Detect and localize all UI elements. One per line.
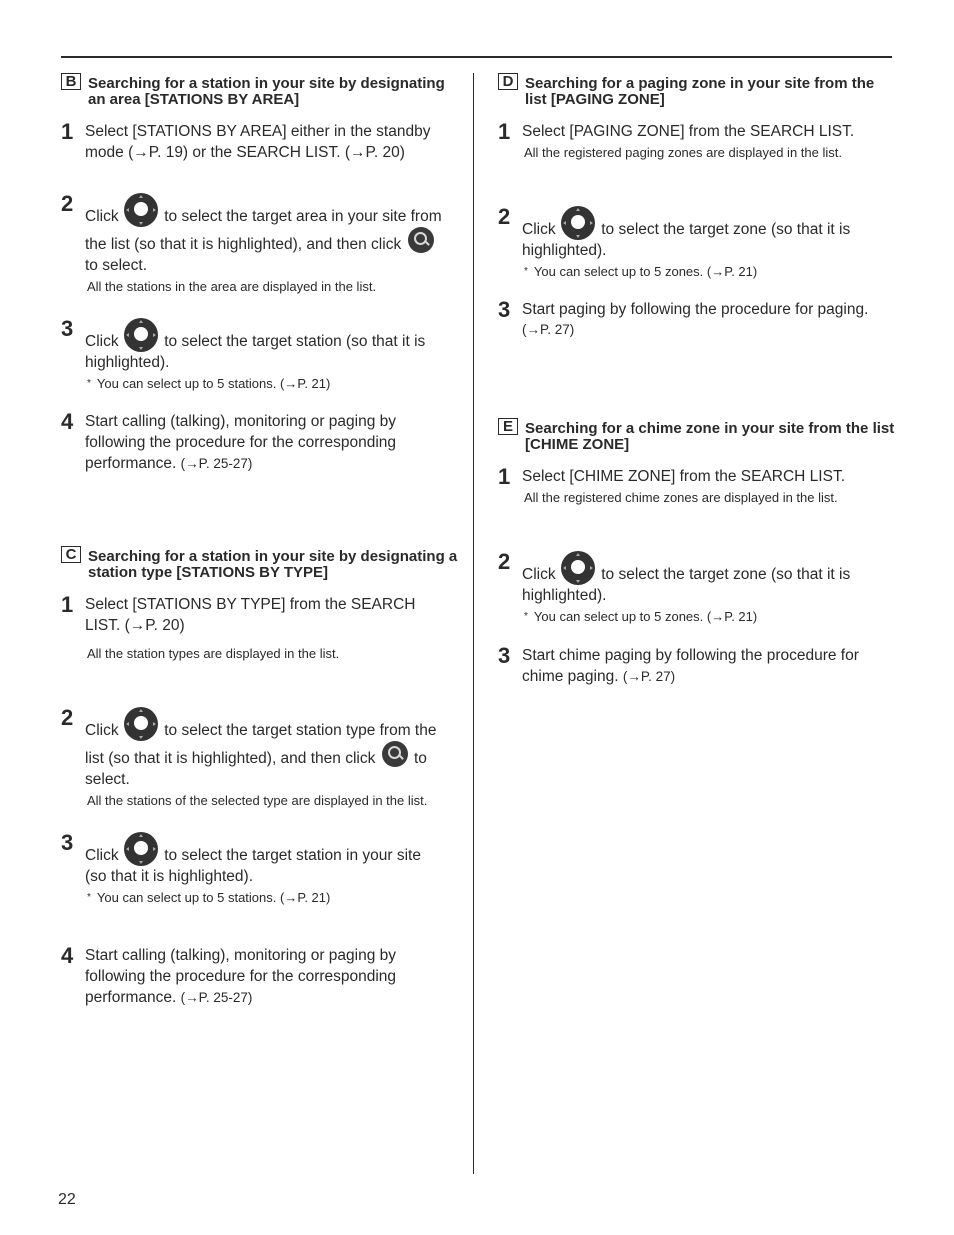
section-c-title: Searching for a station in your site by designating a station type [STATIONS BY TYPE]: [88, 548, 458, 581]
page-reference: (→P. 27): [522, 322, 575, 337]
step-number: 1: [498, 119, 511, 144]
step-text: to select the target zone (so that it is highlighted).: [522, 566, 851, 604]
selector-dial-icon: [124, 707, 158, 741]
selector-dial-icon: [124, 832, 158, 866]
section-b-letter: B: [61, 73, 81, 90]
step-note: All the stations of the selected type are displayed in the list.: [87, 793, 428, 808]
step-text: to select the target station in your site (so that it is highlighted).: [85, 847, 421, 885]
selector-dial-icon: [561, 206, 595, 240]
step-text: Start paging by following the procedure for paging.: [522, 301, 869, 318]
step-text-click: Click: [85, 847, 119, 864]
asterisk: *: [524, 611, 528, 622]
asterisk: *: [87, 378, 91, 389]
step-text-click: Click: [85, 333, 119, 350]
step-number: 2: [61, 705, 74, 730]
step-number: 2: [61, 191, 74, 216]
page-reference: (→P. 25-27): [180, 990, 253, 1005]
step-text: to select.: [85, 750, 427, 788]
step-number: 3: [61, 316, 74, 341]
step-text: Select [CHIME ZONE] from the SEARCH LIST.: [522, 468, 845, 485]
step-text: Select [STATIONS BY TYPE] from the SEARCH LIST. (→P. 20): [85, 596, 416, 634]
step-text: Start calling (talking), monitoring or paging by following the procedure for the corresponding performance.: [85, 413, 397, 472]
step-note: You can select up to 5 zones. (→P. 21): [533, 609, 758, 624]
step-text: to select the target station type from the list (so that it is highlighted), and then click: [85, 722, 437, 767]
step-text: Select [STATIONS BY AREA] either in the standby mode (→P. 19) or the SEARCH LIST. (→P. 20): [85, 123, 431, 161]
step-number: 1: [498, 464, 511, 489]
step-number: 2: [498, 549, 511, 574]
step-number: 4: [61, 943, 74, 968]
page-number: 22: [58, 1191, 76, 1208]
section-d-letter: D: [498, 73, 518, 90]
step-note: All the stations in the area are displayed in the list.: [87, 279, 377, 294]
step-text-click: Click: [85, 208, 119, 225]
step-text: to select the target zone (so that it is highlighted).: [522, 221, 851, 259]
step-text-click: Click: [522, 566, 556, 583]
asterisk: *: [87, 892, 91, 903]
step-text: to select.: [85, 257, 148, 274]
step-note: All the registered chime zones are displayed in the list.: [524, 490, 838, 505]
page-reference: (→P. 25-27): [180, 456, 253, 471]
step-number: 1: [61, 592, 74, 617]
step-number: 4: [61, 409, 74, 434]
search-button-icon: [382, 741, 408, 767]
asterisk: *: [524, 266, 528, 277]
step-text: Start calling (talking), monitoring or paging by following the procedure for the corresponding performance.: [85, 947, 397, 1006]
step-note: You can select up to 5 zones. (→P. 21): [533, 264, 758, 279]
step-number: 3: [498, 297, 511, 322]
step-text: to select the target station (so that it is highlighted).: [85, 333, 426, 371]
step-text: to select the target area in your site from the list (so that it is highlighted), and then click: [85, 208, 442, 253]
step-number: 3: [61, 830, 74, 855]
section-b-title: Searching for a station in your site by designating an area [STATIONS BY AREA]: [88, 75, 445, 108]
step-text-click: Click: [85, 722, 119, 739]
section-e-title: Searching for a chime zone in your site from the list [CHIME ZONE]: [525, 420, 895, 453]
selector-dial-icon: [561, 551, 595, 585]
section-d-title: Searching for a paging zone in your site from the list [PAGING ZONE]: [525, 75, 875, 108]
page-reference: (→P. 27): [622, 669, 676, 684]
step-text: Select [PAGING ZONE] from the SEARCH LIST.: [522, 123, 855, 140]
top-rule: [61, 56, 892, 58]
column-divider: [473, 73, 474, 1174]
step-note: All the station types are displayed in the list.: [87, 646, 340, 661]
step-note: All the registered paging zones are displayed in the list.: [524, 145, 842, 160]
selector-dial-icon: [124, 318, 158, 352]
step-text-click: Click: [522, 221, 556, 238]
section-e-letter: E: [498, 418, 518, 435]
step-number: 3: [498, 643, 511, 668]
section-c-letter: C: [61, 546, 81, 563]
step-note: You can select up to 5 stations. (→P. 21): [96, 376, 331, 391]
selector-dial-icon: [124, 193, 158, 227]
step-note: You can select up to 5 stations. (→P. 21): [96, 890, 331, 905]
search-button-icon: [408, 227, 434, 253]
step-number: 1: [61, 119, 74, 144]
step-text: Start chime paging by following the procedure for chime paging.: [522, 647, 859, 685]
step-number: 2: [498, 204, 511, 229]
